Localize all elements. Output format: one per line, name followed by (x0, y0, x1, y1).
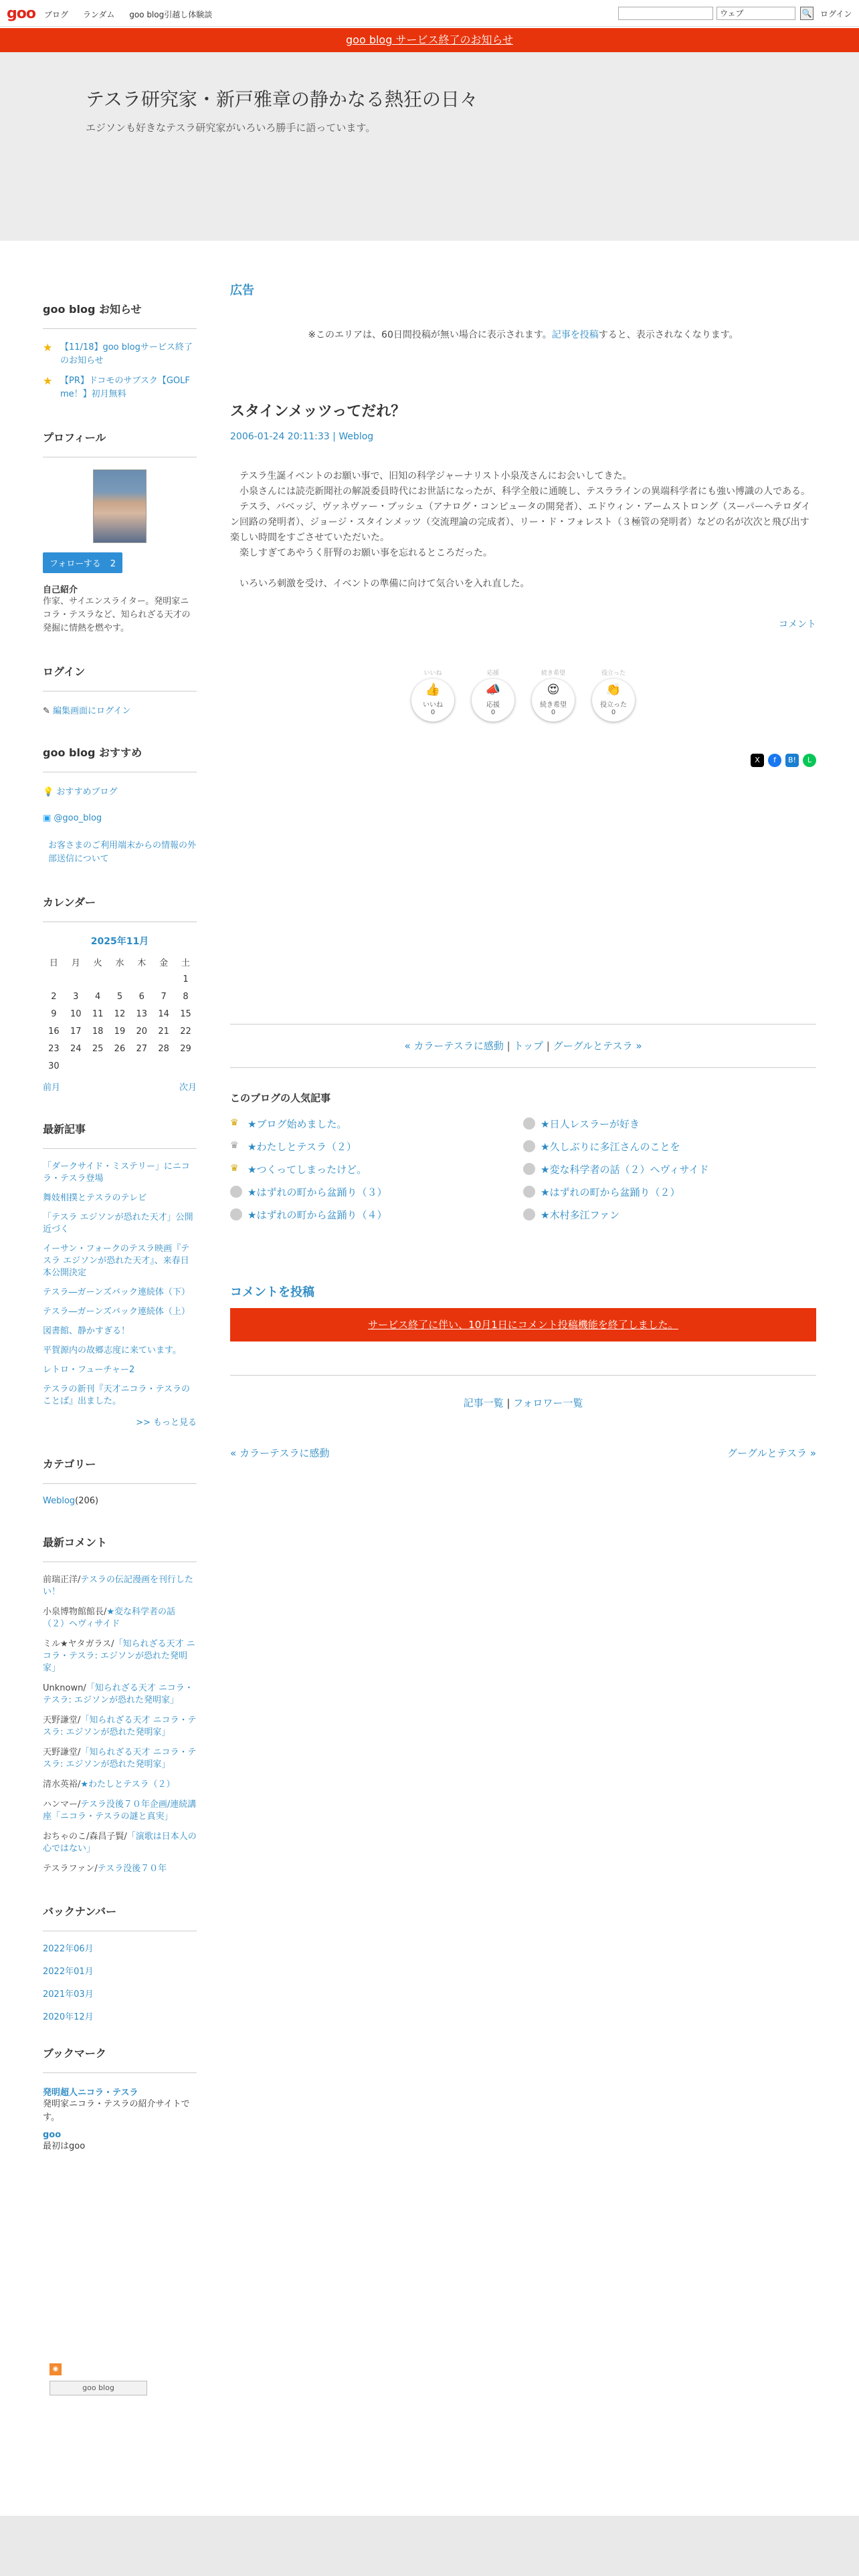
calendar-day: 7 (161, 991, 167, 1002)
intro-text: 作家、サイエンスライター。発明家ニコラ・テスラなど、知られざる天才の発掘に情熱を燃やす。 (43, 597, 191, 633)
top-nav-random[interactable]: ランダム (82, 10, 115, 19)
weekday: 土 (181, 958, 191, 968)
calendar-day: 20 (136, 1026, 148, 1037)
edit-login-link[interactable]: 編集画面にログイン (53, 706, 131, 716)
recommend-section (43, 744, 197, 866)
top-link[interactable]: トップ (513, 1040, 543, 1052)
avatar[interactable] (93, 469, 147, 543)
post-paragraph: いろいろ刺激を受け、イベントの準備に向けて気合いを入れ直した。 (230, 578, 530, 589)
recent-post-link[interactable]: テスラ―ガーンズバック連続体（下） (43, 1287, 190, 1297)
post-paragraph (230, 561, 816, 576)
calendar-day: 25 (92, 1043, 104, 1054)
bottom-prev-link[interactable]: « カラーテスラに感動 (230, 1447, 330, 1459)
rss-icon[interactable]: ◉ (50, 2363, 62, 2375)
login-heading: ログイン (43, 663, 197, 691)
recent-section (43, 1121, 197, 1428)
recent-more-link[interactable]: >> もっと見る (136, 1418, 197, 1428)
post-paragraph: テスラ生誕イベントのお願い事で、旧知の科学ジャーナリスト小泉茂さんにお会いしてきた。 (230, 471, 632, 481)
weekday: 水 (115, 958, 124, 968)
weekday: 火 (93, 958, 102, 968)
comment-item: 小泉博物館館長/★変な科学者の話（２）ヘヴィサイド (43, 1607, 176, 1629)
comment-item: 前瑞正洋/テスラの伝記漫画を刊行したい！ (43, 1575, 193, 1597)
calendar-day (109, 1057, 131, 1075)
bookmark-section (43, 2045, 197, 2153)
calendar-day: 2 (51, 991, 57, 1002)
calendar-heading: カレンダー (43, 894, 197, 922)
calendar-next-link[interactable]: 次月 (179, 1083, 197, 1093)
weekday: 月 (71, 958, 80, 968)
popular-item: ★変な科学者の話（２）ヘヴィサイド (523, 1161, 816, 1177)
calendar-day (87, 970, 109, 988)
recent-post-link[interactable]: テスラ―ガーンズバック連続体（上） (43, 1307, 190, 1317)
calendar-day: 11 (92, 1008, 104, 1019)
calendar-day: 10 (70, 1008, 82, 1019)
external-send-link[interactable]: お客さまのご利用端末からの情報の外部送信について (48, 841, 197, 864)
calendar-day (130, 970, 153, 988)
backnumber-section (43, 1903, 197, 2022)
calendar-day: 27 (136, 1043, 148, 1054)
service-end-banner-text[interactable]: goo blog サービス終了のお知らせ (346, 33, 513, 46)
post-nav: « カラーテスラに感動 | トップ | グーグルとテスラ » (230, 1024, 816, 1068)
category-heading: カテゴリー (43, 1456, 197, 1484)
post-paragraph: 楽しすぎてあやうく肝腎のお願い事を忘れるところだった。 (230, 548, 492, 558)
backnumber-list[interactable] (43, 1943, 197, 2022)
search-input[interactable] (618, 7, 713, 20)
calendar-day (130, 1057, 153, 1075)
backnumber-link[interactable]: 2022年06月 (43, 1944, 94, 1954)
follow-count: 2 (110, 559, 116, 569)
calendar-day: 6 (138, 991, 145, 1002)
calendar-day: 28 (158, 1043, 169, 1054)
ad-heading: 広告 (230, 284, 254, 298)
reaction-buttons (230, 670, 816, 722)
rank-icon (230, 1208, 242, 1220)
calendar-day: 15 (180, 1008, 191, 1019)
line-share-icon[interactable]: L (803, 754, 816, 767)
comment-item: ミル★ヤタガラス/「知られざる天才 ニコラ・テスラ: エジソンが恐れた発明家」 (43, 1639, 195, 1673)
recent-post-link[interactable]: 舞妓相撲とテスラのテレビ (43, 1193, 147, 1203)
sidebar (43, 301, 197, 2181)
popular-list (230, 1115, 816, 1222)
calendar-day: 3 (73, 991, 79, 1002)
calendar-day: 19 (114, 1026, 126, 1037)
ad-note: ※このエリアは、60日間投稿が無い場合に表示されます。記事を投稿すると、表示されなくなります。 (308, 330, 739, 340)
recent-post-link[interactable]: レトロ・フューチャー2 (43, 1365, 135, 1375)
blog-title[interactable]: テスラ研究家・新戸雅章の静かなる熱狂の日々 (86, 88, 478, 110)
comment-item: テスラファン/テスラ没後７０年 (43, 1864, 167, 1874)
comment-link[interactable]: コメント (779, 619, 816, 630)
blog-header (0, 52, 859, 241)
calendar-day: 29 (180, 1043, 191, 1054)
twitter-icon: ▣ (43, 813, 54, 823)
backnumber-link[interactable]: 2022年01月 (43, 1967, 94, 1977)
reaction-cheer-button[interactable]: 応援 📣 応援 0 (472, 679, 514, 722)
top-bar (0, 0, 859, 27)
post-meta: 2006-01-24 20:11:33 | Weblog (230, 431, 374, 442)
bookmark-desc: 発明家ニコラ・テスラの紹介サイトです。 (43, 2099, 190, 2123)
next-post-link[interactable]: グーグルとテスラ » (553, 1040, 642, 1052)
top-nav-blog[interactable]: ブログ (44, 10, 69, 19)
login-section (43, 663, 197, 716)
recent-post-link[interactable]: イーサン・フォークのテスラ映画『テスラ エジソンが恐れた天才』、来春日本公開決定 (43, 1244, 190, 1278)
popular-item: ★はずれの町から盆踊り（４） (230, 1206, 523, 1222)
recent-heading: 最新記事 (43, 1121, 197, 1149)
weekday: 木 (137, 958, 147, 968)
backnumber-link[interactable]: 2021年03月 (43, 1990, 94, 2000)
calendar-day (65, 970, 87, 988)
calendar-day (109, 970, 131, 988)
bookmark-heading: ブックマーク (43, 2045, 197, 2073)
share-buttons (230, 754, 816, 767)
recent-post-link[interactable]: 図書館、静かすぎる！ (43, 1326, 130, 1336)
category-count: (206) (75, 1496, 99, 1506)
calendar-day: 1 (183, 974, 189, 984)
category-section (43, 1456, 197, 1506)
reaction-like-button[interactable]: いいね 👍 いいね 0 (411, 679, 454, 722)
calendar-day: 13 (136, 1008, 148, 1019)
profile-section (43, 429, 197, 635)
calendar-day: 22 (180, 1026, 191, 1037)
goo-blog-badge[interactable]: goo blog (50, 2381, 147, 2395)
calendar-month[interactable]: 2025年11月 (90, 936, 149, 947)
comment-item: おちゃのこ/森昌子賢/「演歌は日本人の心ではない」 (43, 1832, 197, 1854)
search-icon[interactable]: 🔍 (800, 7, 814, 20)
category-link[interactable]: Weblog (43, 1496, 76, 1506)
clap-icon: 👏 (605, 683, 622, 697)
calendar-day (175, 1057, 197, 1075)
comments-heading: 最新コメント (43, 1534, 197, 1562)
facebook-share-icon[interactable]: f (768, 754, 781, 767)
follower-list-link[interactable]: フォロワー一覧 (513, 1397, 583, 1409)
calendar-day: 5 (116, 991, 123, 1002)
comment-post-heading: コメントを投稿 (230, 1285, 314, 1299)
comment-item: 清水英裕/★わたしとテスラ（２） (43, 1780, 175, 1790)
recommend-heading: goo blog おすすめ (43, 744, 197, 772)
rank-icon (523, 1140, 535, 1152)
calendar-day: 4 (94, 991, 101, 1002)
calendar-day (153, 970, 175, 988)
calendar-day: 9 (51, 1008, 57, 1019)
popular-item: ★日人レスラーが好き (523, 1115, 816, 1132)
popular-heading: このブログの人気記事 (230, 1092, 331, 1104)
bookmark-link[interactable]: goo (43, 2130, 62, 2140)
post-article-link[interactable]: 記事を投稿 (551, 330, 599, 340)
article-list-link[interactable]: 記事一覧 (463, 1397, 504, 1409)
calendar-day: 12 (114, 1008, 126, 1019)
calendar-day: 30 (48, 1061, 60, 1071)
reaction-helpful-button[interactable]: 役立った 👏 役立った 0 (592, 679, 635, 722)
recent-post-link[interactable]: 平賀源内の故郷志度に来ています。 (43, 1346, 181, 1356)
hatena-share-icon[interactable]: B! (785, 754, 799, 767)
popular-item: ★はずれの町から盆踊り（３） (230, 1184, 523, 1200)
calendar-day: 8 (183, 991, 189, 1002)
notice-section (43, 301, 197, 401)
star-icon: ★ (43, 374, 53, 387)
calendar-day (87, 1057, 109, 1075)
service-end-banner[interactable] (0, 28, 859, 52)
post-date[interactable]: 2006-01-24 20:11:33 (230, 431, 330, 442)
rank-icon (523, 1117, 535, 1130)
calendar-day: 23 (48, 1043, 60, 1054)
post-body (230, 469, 816, 592)
list-links: 記事一覧 | フォロワー一覧 (230, 1375, 816, 1410)
recommend-blog-link[interactable]: おすすめブログ (56, 787, 118, 797)
bottom-nav (230, 1446, 816, 1460)
popular-item: ♛ ★わたしとテスラ（２） (230, 1140, 357, 1153)
rank-icon (230, 1186, 242, 1198)
rank-icon (523, 1208, 535, 1220)
rank-icon (523, 1186, 535, 1198)
reaction-more-button[interactable]: 続き希望 😍 続き希望 0 (532, 679, 575, 722)
weekday: 日 (49, 958, 58, 968)
calendar-day (153, 1057, 175, 1075)
notice-heading: goo blog お知らせ (43, 301, 197, 329)
popular-item: ★はずれの町から盆踊り（２） (523, 1184, 816, 1200)
blog-description: エジソンも好きなテスラ研究家がいろいろ勝手に語っています。 (86, 122, 376, 134)
goo-logo[interactable]: goo (7, 5, 35, 22)
bulb-icon: 💡 (43, 787, 57, 797)
popular-item: ★木村多江ファン (523, 1206, 816, 1222)
popular-item: ★久しぶりに多江さんのことを (523, 1138, 816, 1154)
notice-item[interactable]: ★ 【PR】ドコモのサブスク【GOLF me！】初月無料 (43, 374, 190, 399)
twitter-link[interactable]: @goo_blog (54, 813, 102, 823)
calendar-day: 16 (48, 1026, 60, 1037)
calendar-table (43, 953, 197, 1075)
comments-section (43, 1534, 197, 1875)
comment-closed-banner[interactable]: サービス終了に伴い、10月1日にコメント投稿機能を終了しました。 (230, 1308, 816, 1341)
calendar-day (65, 1057, 87, 1075)
calendar-day: 17 (70, 1026, 82, 1037)
popular-item: ♛ ★つくってしまったけど。 (230, 1163, 367, 1176)
calendar-day: 21 (158, 1026, 169, 1037)
follow-button[interactable]: フォローする 2 (43, 552, 122, 573)
bookmark-desc: 最初はgoo (43, 2141, 86, 2151)
calendar-section (43, 894, 197, 1093)
prev-post-link[interactable]: « カラーテスラに感動 (404, 1040, 504, 1052)
comment-item: ハンマー/テスラ没後７０年企画/連続講座「ニコラ・テスラの謎と真実」 (43, 1800, 197, 1822)
login-link[interactable]: ログイン (820, 9, 852, 19)
comment-item: Unknown/「知られざる天才 ニコラ・テスラ: エジソンが恐れた発明家」 (43, 1683, 193, 1705)
backnumber-heading: バックナンバー (43, 1903, 197, 1931)
bookmark-link[interactable]: 発明超人ニコラ・テスラ (43, 2088, 138, 2098)
top-nav (44, 9, 224, 20)
recent-post-link[interactable]: 「テスラ エジソンが恐れた天才」公開近づく (43, 1212, 193, 1235)
footer (0, 2516, 859, 2576)
rank-icon (523, 1163, 535, 1175)
pencil-icon: ✎ (43, 706, 54, 716)
calendar-day: 14 (158, 1008, 169, 1019)
recent-post-link[interactable]: テスラの新刊『天才ニコラ・テスラのことば』出ました。 (43, 1384, 190, 1406)
x-share-icon[interactable]: X (751, 754, 764, 767)
notice-item[interactable]: ★ 【11/18】goo blogサービス終了のお知らせ (43, 341, 193, 366)
star-icon: ★ (43, 341, 53, 354)
post-paragraph: テスラ、バベッジ、ヴァネヴァー・ブッシュ（アナログ・コンピュータの開発者）、エドウィン・アームストロング（スーパーヘテロダイン回路の発明者）、ジョージ・スタインメッツ（交流理論の完成者）、リー・ド・フォレスト（３極管の発明者）などの名が次次と飛び出す楽しい時間をすごさせていただいた。 (230, 502, 811, 543)
comment-item: 天野謙堂/「知られざる天才 ニコラ・テスラ: エジソンが恐れた発明家」 (43, 1747, 197, 1769)
recent-post-link[interactable]: 「ダークサイド・ミステリー」にニコラ・テスラ登場 (43, 1162, 190, 1184)
crown-icon: ♛ (230, 1117, 239, 1128)
intro-heading: 自己紹介 (43, 585, 78, 595)
comment-item: 天野謙堂/「知られざる天才 ニコラ・テスラ: エジソンが恐れた発明家」 (43, 1715, 197, 1737)
calendar-prev-link[interactable]: 前月 (43, 1083, 61, 1093)
search-scope-select[interactable]: ウェブ (717, 7, 795, 20)
crown-icon: ♛ (230, 1163, 239, 1174)
top-nav-moving[interactable]: goo blog引越し体験談 (129, 10, 213, 19)
backnumber-link[interactable]: 2020年12月 (43, 2012, 94, 2022)
crown-icon: ♛ (230, 1140, 239, 1151)
popular-item: ♛ ★ブログ始めました。 (230, 1117, 347, 1130)
post-category[interactable]: Weblog (339, 431, 374, 442)
calendar-day: 24 (70, 1043, 82, 1054)
post-paragraph: 小泉さんには読売新聞社の解説委員時代にお世話になったが、科学全般に通暁し、テスララインの異端科学者にも強い博識の人である。 (230, 486, 811, 497)
thumbs-up-icon: 👍 (425, 683, 441, 697)
calendar-day: 26 (114, 1043, 126, 1054)
calendar-day: 18 (92, 1026, 104, 1037)
post-title[interactable]: スタインメッツってだれ？ (230, 403, 406, 420)
main-content (230, 281, 816, 1460)
bottom-next-link[interactable]: グーグルとテスラ » (727, 1447, 816, 1459)
calendar-day (43, 970, 65, 988)
weekday: 金 (159, 958, 169, 968)
megaphone-icon: 📣 (485, 683, 501, 697)
heart-eyes-icon: 😍 (547, 683, 560, 697)
profile-heading: プロフィール (43, 429, 197, 457)
